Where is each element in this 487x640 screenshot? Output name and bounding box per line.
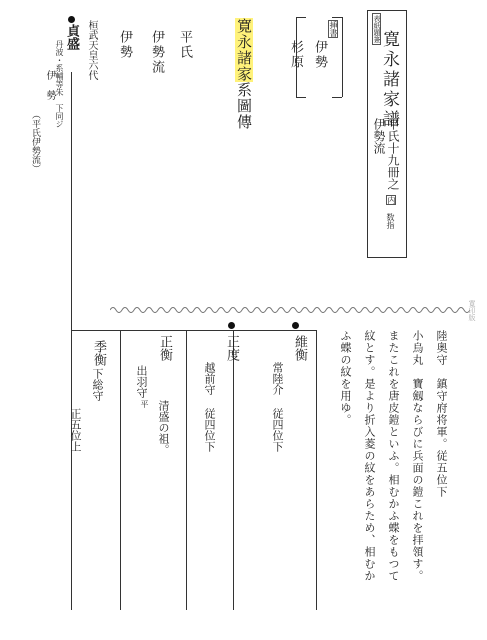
member-masahira-rank: 清盛の祖。 <box>157 400 170 455</box>
member-suehira-name: 季衡 <box>91 340 106 366</box>
line-suehira <box>120 330 121 610</box>
member-masanori-title: 越前守 <box>203 362 216 395</box>
title-ise: 伊勢 <box>312 40 327 70</box>
member-korehira-title: 常陸介 <box>271 362 284 395</box>
title-ise-2: 伊勢 <box>117 30 132 60</box>
bracket-bottom <box>296 97 306 98</box>
member-suehira-title: 下総守 <box>91 368 104 401</box>
korehira-dot <box>292 322 299 329</box>
bracket-bottom-r <box>332 97 342 98</box>
bracket-top <box>296 17 306 18</box>
sadamori-note: 丹波・系輔等朱 下同ジ <box>55 40 64 128</box>
body-line-2: 小烏丸 寶劔ならびに兵面の鎧これを拝領す。 <box>411 330 424 582</box>
tag-kaki: 挿書 <box>329 21 338 37</box>
member-masahira-title: 出羽守 <box>135 365 148 398</box>
sadamori-name: 貞盛 <box>64 24 79 50</box>
member-korehira-name: 維衡 <box>292 335 307 361</box>
body-line-4: 紋とす。是より折入菱の紋をあらため、相むか <box>363 330 376 582</box>
title-kanei <box>236 18 251 130</box>
cover-tag: 表紙題簽 <box>373 15 381 43</box>
title-sugihara: 杉原 <box>288 40 303 70</box>
line-masanori <box>233 330 234 610</box>
cover-vol-box2: 数指 <box>386 213 395 229</box>
body-line-5: ふ蝶の紋を用ゆ。 <box>339 330 352 426</box>
cover-main-title: 寛永諸家譜 <box>379 30 399 130</box>
cover-vol-box: 内 <box>387 196 396 204</box>
masanori-dot <box>228 322 235 329</box>
member-korehira-rank: 従四位下 <box>271 408 284 452</box>
cover-sub-volume: 平氏十九冊之 <box>386 118 400 190</box>
sadamori-dot <box>68 16 75 23</box>
body-line-1: 陸奥守 鎮守府将軍。従五位下 <box>435 330 448 498</box>
member-masahira-note: 平 <box>140 400 149 408</box>
body-line-3: またこれを唐皮鎧といふ。相むかふ蝶をもつて <box>387 330 400 582</box>
side-note: 寛印版 <box>468 300 476 321</box>
ise-label: 伊 勢 <box>44 70 55 100</box>
ise-paren: （平氏伊勢流） <box>30 110 40 173</box>
member-masahira-name: 正衡 <box>157 335 172 361</box>
lineage-connector <box>71 330 316 331</box>
member-masanori-rank: 従四位下 <box>203 408 216 452</box>
title-kanei-highlight: 寛永諸家 <box>235 18 253 82</box>
line-masahira <box>186 330 187 610</box>
line-korehira <box>316 330 317 610</box>
page-break-wave <box>110 305 470 315</box>
bracket-top-r <box>332 17 342 18</box>
title-isenagare: 伊勢流 <box>149 30 164 75</box>
title-keizuden: 系圖傳 <box>235 82 253 130</box>
member-masanori-name: 正度 <box>224 335 239 361</box>
cover-sub-clan: 伊勢流 <box>372 118 386 154</box>
kanmu-label: 桓武天皇六代 <box>86 20 97 80</box>
sadamori-descent-line <box>71 72 72 610</box>
member-suehira-rank: 正五位上 <box>69 408 82 452</box>
bracket-side-r <box>342 17 343 97</box>
title-heishi: 平氏 <box>177 30 192 60</box>
